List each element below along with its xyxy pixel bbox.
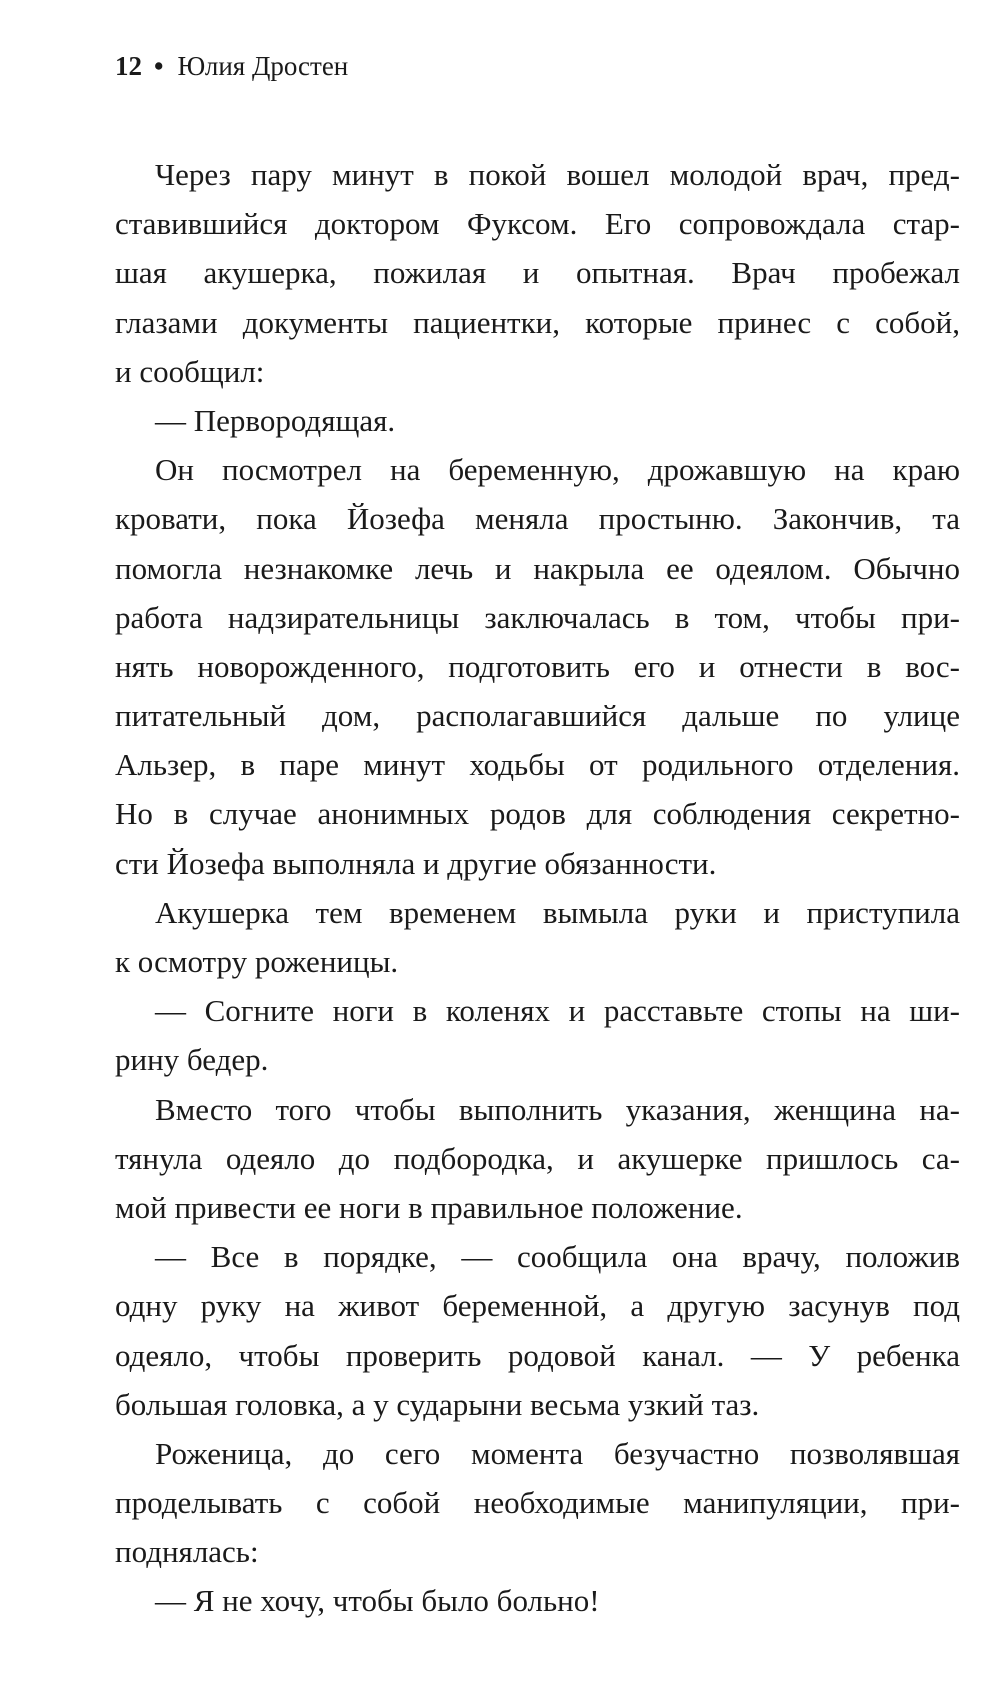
author-name: Юлия Дростен	[177, 51, 349, 81]
dialogue-line: — Я не хочу, чтобы было больно!	[155, 1583, 600, 1619]
dialogue-line: рину бедер.	[115, 1042, 269, 1078]
text-line: помогла незнакомке лечь и накрыла ее одеялом. Обычно	[115, 550, 960, 586]
text-line: сти Йозефа выполняла и другие обязанности.	[115, 845, 717, 881]
text-line: нять новорожденного, подготовить его и отнести в вос-	[115, 648, 960, 684]
text-line: Акушерка тем временем вымыла руки и приступила	[155, 894, 960, 930]
text-line: к осмотру роженицы.	[115, 944, 399, 979]
running-head	[115, 46, 348, 86]
dialogue-line: одеяло, чтобы проверить родовой канал. — У ребенка	[115, 1337, 960, 1373]
page-number: 12	[115, 51, 142, 81]
dialogue-line: — Первородящая.	[155, 402, 396, 438]
text-line: глазами документы пациентки, которые принес с собой,	[115, 304, 960, 340]
text-line: тянула одеяло до подбородка, и акушерке пришлось са-	[115, 1140, 960, 1176]
text-line: и сообщил:	[115, 353, 265, 389]
text-line: кровати, пока Йозефа меняла простыню. Закончив, та	[115, 501, 960, 537]
text-line: Через пару минут в покой вошел молодой врач, пред-	[155, 157, 960, 192]
text-line: шая акушерка, пожилая и опытная. Врач пробежал	[115, 255, 960, 291]
text-line: Роженица, до сего момента безучастно позволявшая	[155, 1435, 960, 1471]
text-line: работа надзирательницы заключалась в том, чтобы при-	[115, 599, 960, 635]
text-line: питательный дом, располагавшийся дальше по улице	[115, 698, 960, 734]
body-text	[115, 150, 960, 1626]
text-line: мой привести ее ноги в правильное положение.	[115, 1189, 743, 1225]
text-line: Он посмотрел на беременную, дрожавшую на краю	[155, 452, 960, 488]
text-line: Но в случае анонимных родов для соблюдения секретно-	[115, 796, 960, 832]
dialogue-line: — Согните ноги в коленях и расставьте стопы на ши-	[155, 993, 960, 1029]
dialogue-line: — Все в порядке, — сообщила она врачу, положив	[155, 1239, 960, 1275]
text-line: Вместо того чтобы выполнить указания, женщина на-	[155, 1091, 960, 1127]
text-line: Альзер, в паре минут ходьбы от родильного отделения.	[115, 747, 960, 783]
text-line: поднялась:	[115, 1534, 259, 1570]
dialogue-line: большая головка, а у сударыни весьма узкий таз.	[115, 1386, 760, 1422]
text-line: ставившийся доктором Фуксом. Его сопровождала стар-	[115, 206, 960, 242]
text-line: проделывать с собой необходимые манипуляции, при-	[115, 1485, 960, 1521]
header-separator: •	[154, 51, 164, 81]
dialogue-line: одну руку на живот беременной, а другую засунув под	[115, 1288, 960, 1324]
